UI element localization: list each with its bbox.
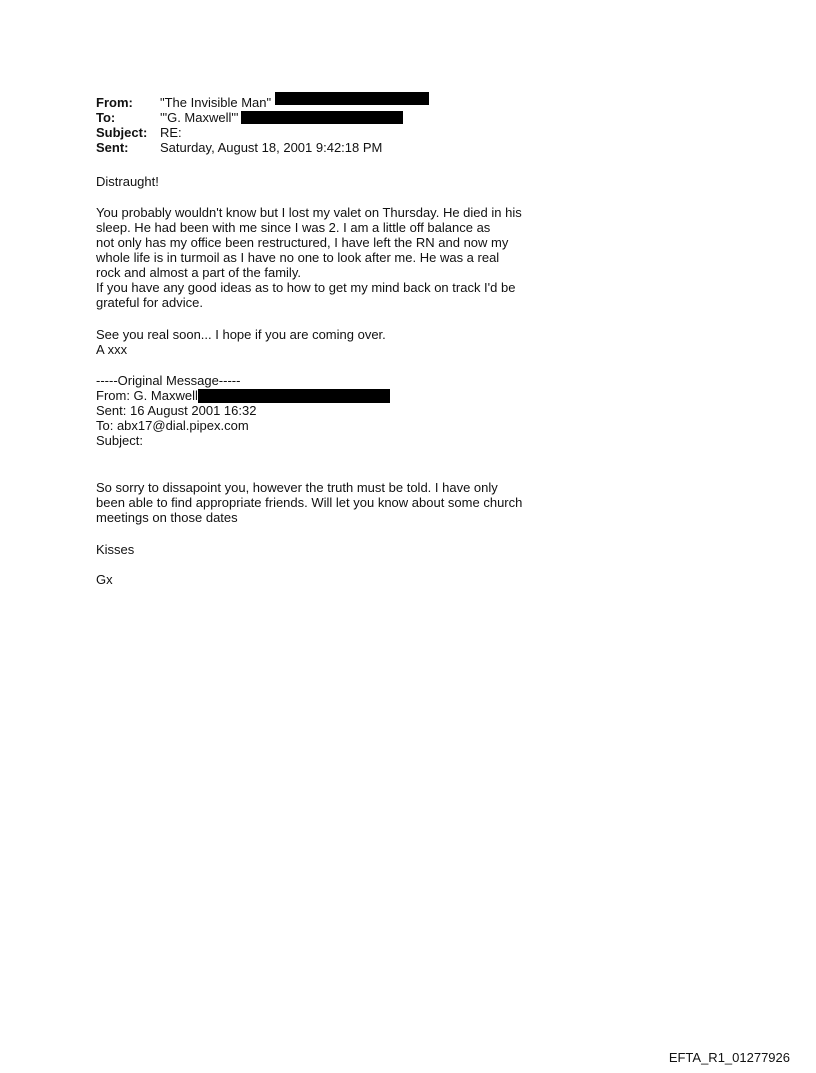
to-label: To: [96,110,116,125]
original-from-text: From: G. Maxwell [96,388,198,403]
from-label: From: [96,95,133,110]
original-message-header [96,373,566,448]
paragraph-line: If you have any good ideas as to how to get my mind back on track I'd be [96,280,516,295]
from-sender-name: "The Invisible Man" [160,95,272,110]
from-value [160,95,429,110]
sent-value: Saturday, August 18, 2001 9:42:18 PM [160,140,383,155]
greeting-line: Distraught! [96,174,159,189]
paragraph-line: So sorry to dissapoint you, however the truth must be told. I have only [96,480,498,495]
greeting [96,174,566,189]
original-sent-line: Sent: 16 August 2001 16:32 [96,403,257,418]
paragraph-line: not only has my office been restructured, I have left the RN and now my [96,235,509,250]
original-message-body [96,480,566,525]
redaction-box [241,111,403,124]
closing-line: Kisses [96,542,135,557]
document-id: EFTA_R1_01277926 [668,1050,790,1065]
paragraph-line: whole life is in turmoil as I have no one to look after me. He was a real [96,250,500,265]
body-paragraph-2 [96,327,566,357]
redaction-box [198,389,390,403]
sent-label: Sent: [96,140,129,155]
original-from-line [96,388,566,403]
signature [96,572,566,587]
paragraph-line: sleep. He had been with me since I was 2. I am a little off balance as [96,220,491,235]
paragraph-line: grateful for advice. [96,295,203,310]
paragraph-line: rock and almost a part of the family. [96,265,301,280]
paragraph-line: You probably wouldn't know but I lost my valet on Thursday. He died in his [96,205,522,220]
to-recipient-name: '"G. Maxwell"' [160,110,239,125]
closing [96,542,566,557]
to-value [160,110,403,125]
original-to-line: To: abx17@dial.pipex.com [96,418,249,433]
paragraph-line: meetings on those dates [96,510,238,525]
sign-off-line: A xxx [96,342,128,357]
body-paragraph-1 [96,205,566,310]
signature-line: Gx [96,572,113,587]
paragraph-line: See you real soon... I hope if you are coming over. [96,327,386,342]
subject-value: RE: [160,125,182,140]
paragraph-line: been able to find appropriate friends. Will let you know about some church [96,495,523,510]
original-message-separator: -----Original Message----- [96,373,241,388]
original-subject-line: Subject: [96,433,143,448]
subject-label: Subject: [96,125,148,140]
redaction-box [275,92,429,105]
